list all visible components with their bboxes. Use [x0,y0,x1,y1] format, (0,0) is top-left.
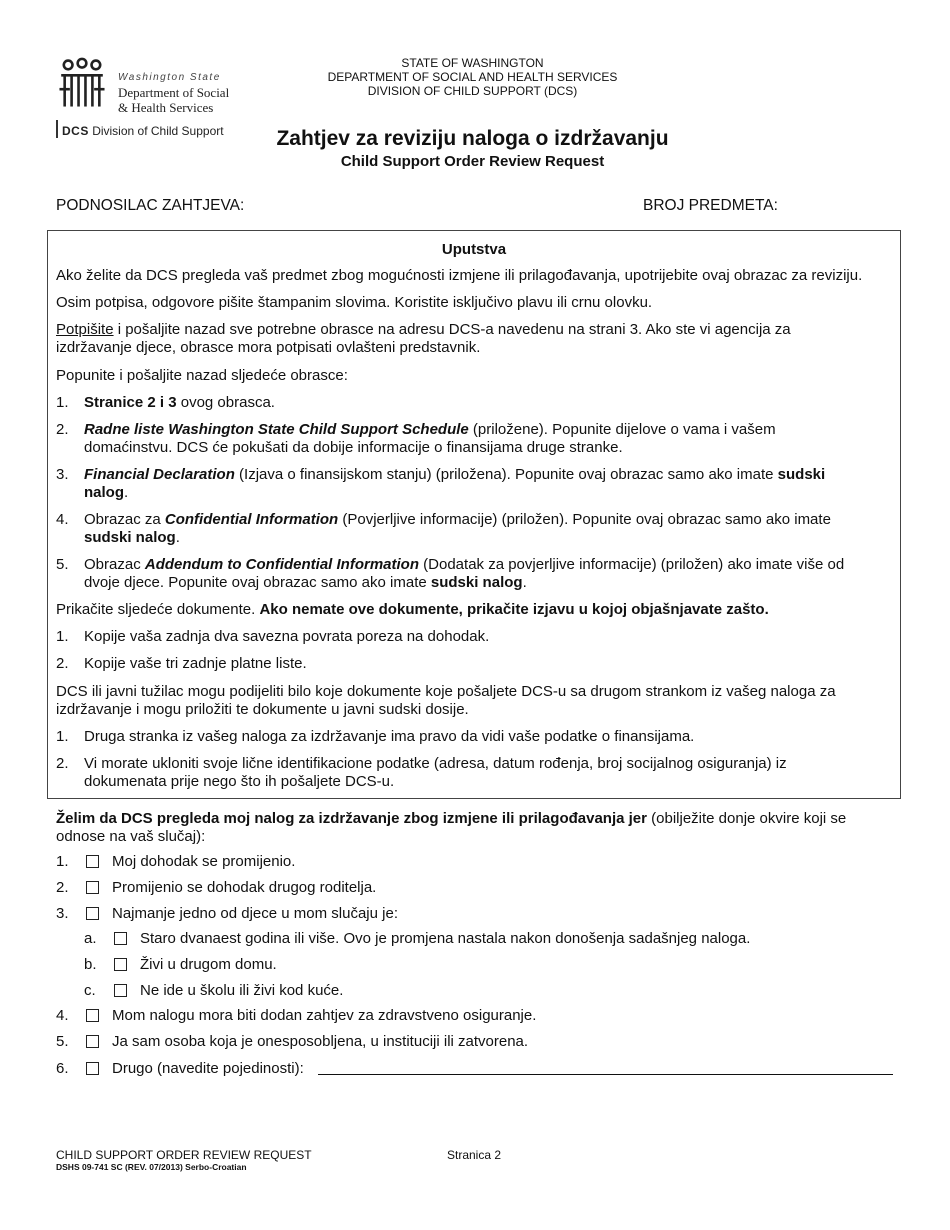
instructions-p3: Potpišite i pošaljite nazad sve potrebne obrasce na adresu DCS-a navedenu na strani 3. Ako ste vi agencija za izdržavanje djece, obrasce mora potpisati ovlašteni predstavnik. [56,321,791,356]
attach-item-2: Kopije vaše tri zadnje platne liste. [84,655,307,672]
reason-2-label: Promijenio se dohodak drugog roditelja. [112,879,377,896]
note-item-2: Vi morate ukloniti svoje lične identifikacione podatke (adresa, datum rođenja, broj socijalnog osiguranja) iz dokumenata prije nego što ih pošaljete DCS-u. [84,755,787,790]
reason-3-checkbox[interactable] [86,907,99,920]
agency-line-3: DIVISION OF CHILD SUPPORT (DCS) [367,84,578,98]
logo-divider [56,120,58,138]
case-number-label: BROJ PREDMETA: [643,197,778,214]
reason-number: 4. [56,1007,69,1024]
reason-6-label: Drugo (navedite pojedinosti): [112,1060,304,1077]
instructions-p1: Ako želite da DCS pregleda vaš predmet zbog mogućnosti izmjene ili prilagođavanja, upotrijebite ovaj obrazac za reviziju. [56,267,863,284]
page-title: Zahtjev za reviziju naloga o izdržavanju [276,127,669,150]
form-item-5: Obrazac Addendum to Confidential Information (Dodatak za povjerljive informacije) (priložen) ako imate više od dvoje djece. Popunite ovaj obrazac samo ako imate sudski nalog. [84,556,845,591]
logo-state: Washington State [118,72,221,83]
reason-letter: a. [84,930,97,947]
other-details-field[interactable] [318,1074,893,1075]
logo-dcs: DCS Division of Child Support [62,124,224,138]
reason-3a-checkbox[interactable] [114,932,127,945]
applicant-label: PODNOSILAC ZAHTJEVA: [56,197,245,214]
agency-line-1: STATE OF WASHINGTON [401,56,544,70]
reason-letter: c. [84,982,96,999]
reason-number: 3. [56,905,69,922]
reason-3-label: Najmanje jedno od djece u mom slučaju je: [112,905,398,922]
form-item-number: 5. [56,556,69,573]
footer-form-id: DSHS 09-741 SC (REV. 07/2013) Serbo-Croatian [56,1162,247,1172]
form-item-4: Obrazac za Confidential Information (Povjerljive informacije) (priložen). Popunite ovaj obrazac samo ako imate sudski nalog. [84,511,831,546]
attach-item-1: Kopije vaša zadnja dva savezna povrata poreza na dohodak. [84,628,490,645]
reason-4-checkbox[interactable] [86,1009,99,1022]
agency-line-2: DEPARTMENT OF SOCIAL AND HEALTH SERVICES [327,70,618,84]
reason-5-label: Ja sam osoba koja je onesposobljena, u instituciji ili zatvorena. [112,1033,529,1050]
reason-letter: b. [84,956,97,973]
form-item-number: 1. [56,394,69,411]
form-item-number: 3. [56,466,69,483]
reason-3a-label: Staro dvanaest godina ili više. Ovo je promjena nastala nakon donošenja sadašnjeg naloga. [140,930,751,947]
attach-item-number: 1. [56,628,69,645]
reason-6-checkbox[interactable] [86,1062,99,1075]
page-subtitle: Child Support Order Review Request [340,153,605,170]
reason-1-label: Moj dohodak se promijenio. [112,853,296,870]
attach-item-number: 2. [56,655,69,672]
reason-number: 2. [56,879,69,896]
reason-3b-checkbox[interactable] [114,958,127,971]
note-item-1: Druga stranka iz vašeg naloga za izdržavanje ima pravo da vidi vaše podatke o finansijama. [84,728,695,745]
reason-5-checkbox[interactable] [86,1035,99,1048]
reason-2-checkbox[interactable] [86,881,99,894]
reason-3c-label: Ne ide u školu ili živi kod kuće. [140,982,344,999]
reason-3c-checkbox[interactable] [114,984,127,997]
reason-number: 5. [56,1033,69,1050]
reason-1-checkbox[interactable] [86,855,99,868]
reason-number: 1. [56,853,69,870]
request-intro: Želim da DCS pregleda moj nalog za izdržavanje zbog izmjene ili prilagođavanja jer (obilježite donje okvire koji se odnose na vaš slučaj): [56,810,847,845]
attach-intro: Prikačite sljedeće dokumente. Ako nemate ove dokumente, prikačite izjavu u kojoj objašnjavate zašto. [56,601,769,618]
form-item-2: Radne liste Washington State Child Support Schedule (priložene). Popunite dijelove o vama i vašem domaćinstvu. DCS će pokušati da dobije informacije o finansijama druge stranke. [84,421,776,456]
form-item-number: 2. [56,421,69,438]
reason-3b-label: Živi u drugom domu. [140,956,277,973]
footer-title: CHILD SUPPORT ORDER REVIEW REQUEST [56,1148,312,1162]
share-paragraph: DCS ili javni tužilac mogu podijeliti bilo koje dokumente koje pošaljete DCS-u sa drugom strankom iz vašeg naloga za izdržavanje i mogu priložiti te dokumente u javni sudski dosije. [56,683,836,718]
dshs-logo [56,56,108,112]
reason-number: 6. [56,1060,69,1077]
reason-4-label: Mom nalogu mora biti dodan zahtjev za zdravstveno osiguranje. [112,1007,537,1024]
instructions-p2: Osim potpisa, odgovore pišite štampanim slovima. Koristite isključivo plavu ili crnu olovku. [56,294,653,311]
form-item-1: Stranice 2 i 3 ovog obrasca. [84,394,275,411]
logo-department: Department of Social & Health Services [118,85,230,115]
form-item-3: Financial Declaration (Izjava o finansijskom stanju) (priložena). Popunite ovaj obrazac samo ako imate sudski nalog. [84,466,826,501]
form-item-number: 4. [56,511,69,528]
note-item-number: 2. [56,755,69,772]
note-item-number: 1. [56,728,69,745]
instructions-p4: Popunite i pošaljite nazad sljedeće obrasce: [56,367,348,384]
instructions-heading: Uputstva [441,241,507,258]
page-number: Stranica 2 [447,1148,502,1162]
